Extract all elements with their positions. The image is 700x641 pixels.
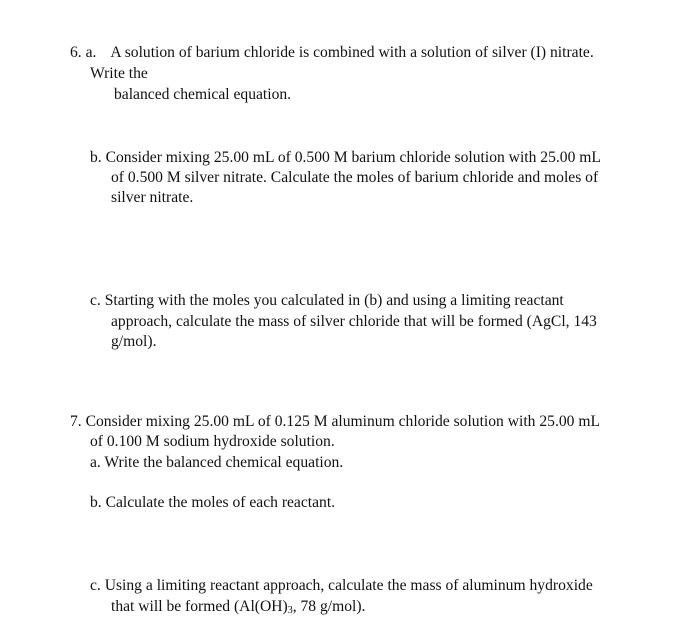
q6-part-a-text: A solution of barium chloride is combined with a solution of silver (I) nitrate. [110, 44, 594, 61]
q7-intro-line-2: of 0.100 M sodium hydroxide solution. [90, 433, 335, 450]
q7-part-a: a. Write the balanced chemical equation. [90, 454, 344, 471]
q6-part-c-line-3: g/mol). [111, 333, 157, 350]
q6-number-label: 6. a. [70, 44, 97, 61]
q7-part-c-line-2 [111, 597, 365, 617]
q7-part-b: b. Calculate the moles of each reactant. [90, 494, 336, 511]
q6-part-a-line-2: Write the [90, 65, 148, 82]
q6-part-c-line-1: c. Starting with the moles you calculated in (b) and using a limiting reactant [90, 292, 564, 309]
q6-part-c-line-2: approach, calculate the mass of silver chloride that will be formed (AgCl, 143 [111, 313, 597, 330]
q7-part-c-formula-end: , 78 g/mol). [292, 598, 366, 615]
q7-part-c-line-1: c. Using a limiting reactant approach, calculate the mass of aluminum hydroxide [90, 577, 593, 594]
q6-part-b-line-2: of 0.500 M silver nitrate. Calculate the moles of barium chloride and moles of [111, 169, 599, 186]
q6-part-a-line-1 [70, 43, 594, 63]
q6-part-b-line-3: silver nitrate. [111, 189, 194, 206]
q7-part-c-subscript: 3 [287, 605, 293, 616]
q6-part-a-line-3: balanced chemical equation. [114, 86, 292, 103]
q7-intro-line-1: 7. Consider mixing 25.00 mL of 0.125 M aluminum chloride solution with 25.00 mL [70, 413, 601, 430]
q7-part-c-formula-start: that will be formed (Al(OH) [111, 598, 288, 615]
q6-part-b-line-1: b. Consider mixing 25.00 mL of 0.500 M barium chloride solution with 25.00 mL [90, 149, 601, 166]
